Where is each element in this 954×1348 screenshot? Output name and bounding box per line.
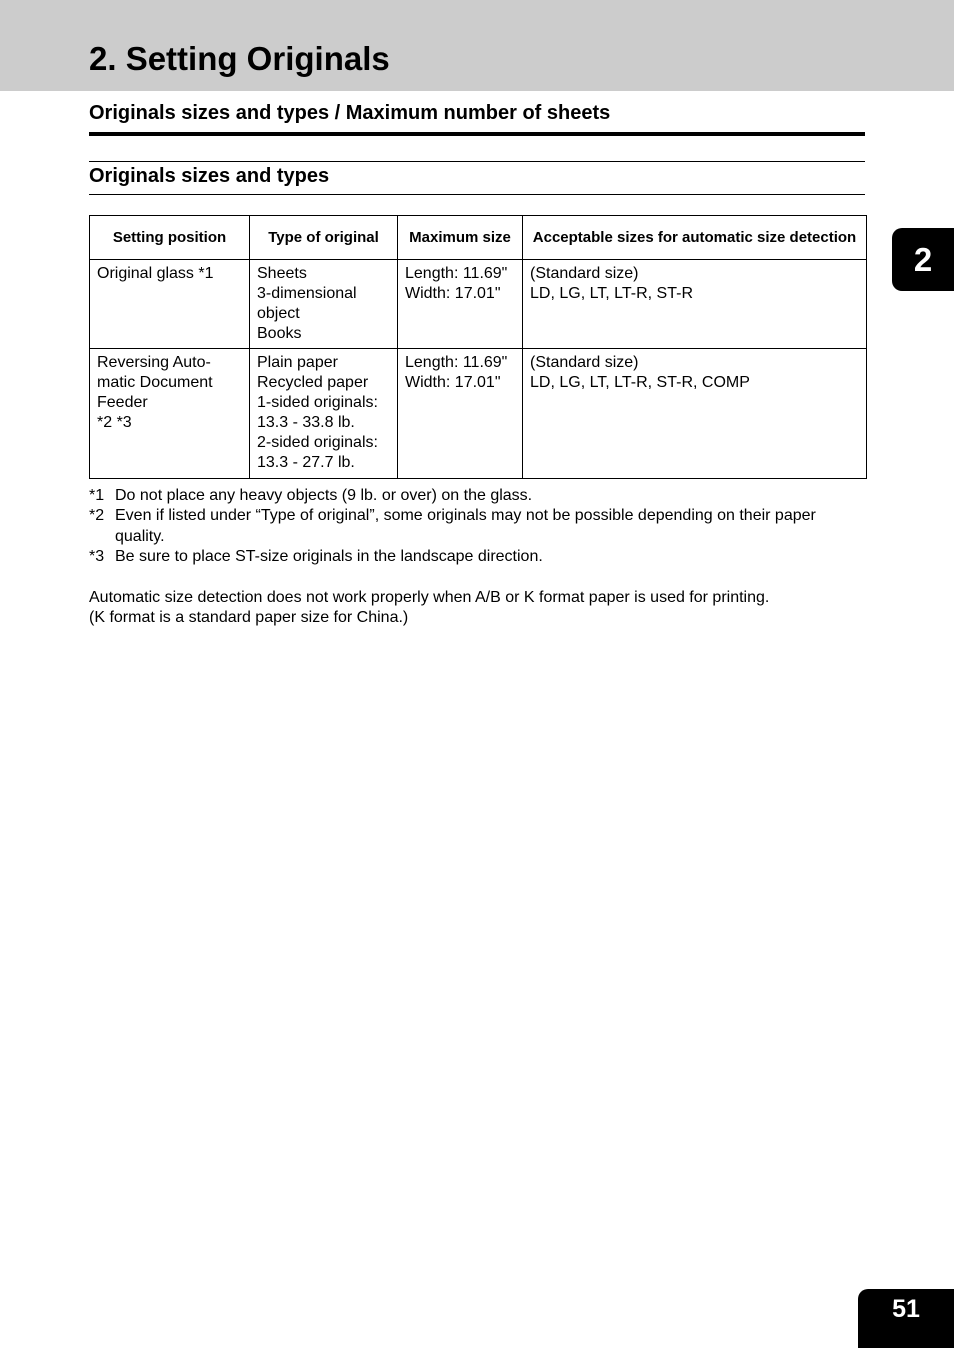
originals-sizes-table	[89, 215, 867, 479]
subsection-title: Originals sizes and types	[89, 165, 330, 187]
size-detection-note	[89, 588, 865, 629]
cell-maximum-size	[398, 349, 523, 479]
header-setting-position: Setting position	[90, 216, 250, 260]
footnote-text: Be sure to place ST-size originals in the landscape direction.	[115, 548, 543, 566]
subsection-rule-top	[89, 161, 865, 162]
cell-line: Feeder	[97, 394, 148, 411]
cell-line: 2-sided originals:	[257, 434, 378, 451]
cell-line: Width: 17.01"	[405, 374, 501, 391]
subsection-rule-bottom	[89, 194, 865, 195]
header-maximum-size: Maximum size	[398, 216, 523, 260]
note-line: Automatic size detection does not work properly when A/B or K format paper is used for printing.	[89, 589, 770, 606]
footnote	[89, 506, 865, 547]
cell-type-of-original	[250, 349, 398, 479]
footnote-mark: *2	[89, 507, 105, 525]
cell-setting-position	[90, 349, 250, 479]
footnote-text: Do not place any heavy objects (9 lb. or over) on the glass.	[115, 487, 533, 504]
table-row	[90, 349, 867, 479]
footnote-mark: *1	[89, 487, 105, 504]
cell-type-of-original	[250, 260, 398, 349]
cell-line: 3-dimensional	[257, 285, 357, 302]
cell-line: (Standard size)	[530, 265, 639, 282]
cell-line: Reversing Auto-	[97, 354, 211, 371]
cell-line: object	[257, 305, 300, 322]
cell-line: LD, LG, LT, LT-R, ST-R	[530, 285, 693, 302]
header-acceptable-sizes: Acceptable sizes for automatic size detection	[523, 216, 867, 260]
cell-maximum-size	[398, 260, 523, 349]
page-number: 51	[858, 1289, 954, 1348]
cell-setting-position	[90, 260, 250, 349]
chapter-tab: 2	[892, 228, 954, 291]
note-line: (K format is a standard paper size for China.)	[89, 609, 409, 627]
cell-line: Original glass *1	[97, 265, 214, 282]
chapter-title: 2. Setting Originals	[89, 40, 390, 77]
cell-line: (Standard size)	[530, 354, 639, 371]
cell-line: 13.3 - 33.8 lb.	[257, 414, 355, 431]
cell-line: Width: 17.01"	[405, 285, 501, 302]
header-type-of-original: Type of original	[250, 216, 398, 260]
cell-line: 1-sided originals:	[257, 394, 378, 411]
footnotes	[89, 486, 865, 568]
cell-line: Books	[257, 325, 302, 342]
section-divider	[89, 132, 865, 136]
cell-line: Length: 11.69"	[405, 354, 508, 371]
footnote-mark: *3	[89, 548, 105, 566]
cell-acceptable-sizes	[523, 260, 867, 349]
cell-line: matic Document	[97, 374, 213, 391]
cell-line: 13.3 - 27.7 lb.	[257, 454, 355, 471]
footnote-text: Even if listed under “Type of original”, some originals may not be possible depending on their paper quality.	[115, 507, 816, 545]
table-row	[90, 260, 867, 349]
table-header-row	[90, 216, 867, 260]
section-title: Originals sizes and types / Maximum number of sheets	[89, 102, 611, 124]
cell-line: Sheets	[257, 265, 307, 282]
cell-line: Recycled paper	[257, 374, 369, 391]
footnote	[89, 547, 865, 567]
cell-line: *2 *3	[97, 414, 132, 431]
cell-line: Length: 11.69"	[405, 265, 508, 282]
footnote	[89, 486, 865, 506]
cell-acceptable-sizes	[523, 349, 867, 479]
cell-line: Plain paper	[257, 354, 338, 371]
cell-line: LD, LG, LT, LT-R, ST-R, COMP	[530, 374, 750, 391]
